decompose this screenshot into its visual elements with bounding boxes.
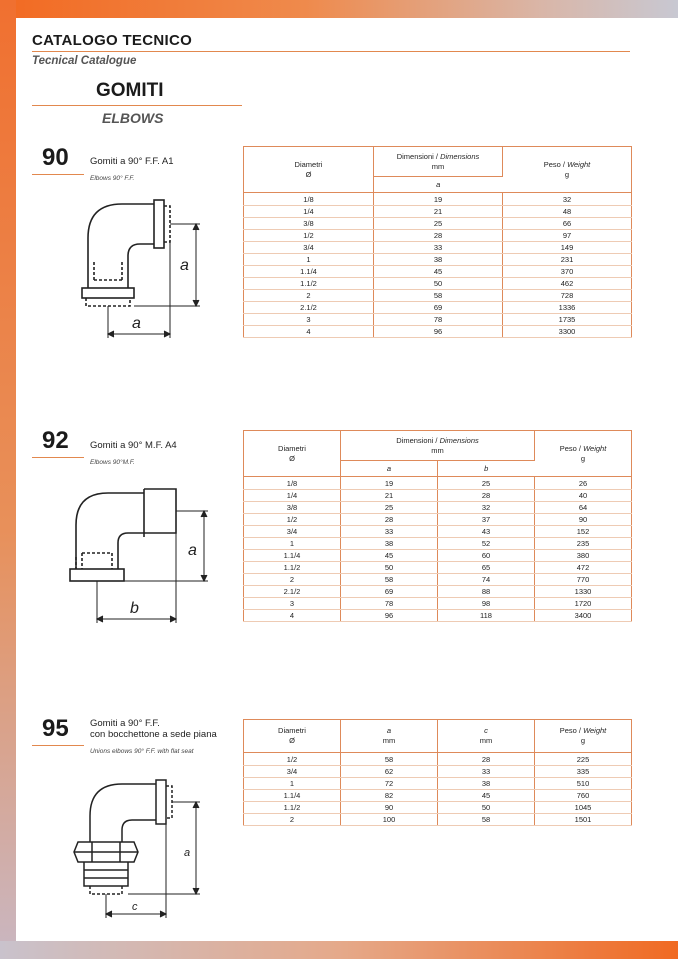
table-cell: 25 bbox=[374, 218, 503, 230]
table-cell: 50 bbox=[341, 562, 438, 574]
col-header-weight bbox=[503, 147, 632, 193]
section-divider bbox=[32, 105, 242, 106]
table-row bbox=[244, 526, 632, 538]
weight-unit: g bbox=[564, 169, 570, 179]
diameter-label: Diametri bbox=[278, 726, 306, 735]
diameter-symbol: Ø bbox=[289, 453, 295, 463]
table-cell: 19 bbox=[374, 193, 503, 206]
table-cell: 28 bbox=[374, 230, 503, 242]
table-cell: 3400 bbox=[535, 610, 632, 622]
table-cell: 1501 bbox=[535, 814, 632, 826]
catalogue-subtitle: Tecnical Catalogue bbox=[32, 55, 137, 67]
table-cell: 25 bbox=[438, 477, 535, 490]
table-row bbox=[244, 562, 632, 574]
col-header-dimensions bbox=[341, 431, 535, 461]
diameter-label: Diametri bbox=[294, 159, 323, 169]
frame-left-band bbox=[0, 0, 16, 959]
table-cell: 760 bbox=[535, 790, 632, 802]
table-cell: 3/8 bbox=[244, 218, 374, 230]
diameter-symbol: Ø bbox=[289, 736, 295, 745]
table-row bbox=[244, 477, 632, 490]
table-row bbox=[244, 290, 632, 302]
dimensions-label-en: Dimensions bbox=[440, 151, 480, 161]
table-cell: 1/4 bbox=[244, 206, 374, 218]
table-cell: 472 bbox=[535, 562, 632, 574]
table-cell: 21 bbox=[341, 490, 438, 502]
table-cell: 1.1/2 bbox=[244, 802, 341, 814]
dimensions-label: Dimensioni / bbox=[396, 435, 440, 445]
table-row bbox=[244, 550, 632, 562]
table-cell: 1336 bbox=[503, 302, 632, 314]
table-cell: 370 bbox=[503, 266, 632, 278]
product-name-92: Gomiti a 90° M.F. A4 bbox=[90, 440, 177, 451]
table-cell: 21 bbox=[374, 206, 503, 218]
table-cell: 32 bbox=[438, 502, 535, 514]
weight-label-en: Weight bbox=[583, 726, 607, 735]
table-cell: 28 bbox=[341, 514, 438, 526]
col-header-a bbox=[341, 720, 438, 753]
table-row bbox=[244, 814, 632, 826]
table-row bbox=[244, 538, 632, 550]
table-cell: 1045 bbox=[535, 802, 632, 814]
table-row bbox=[244, 802, 632, 814]
col-header-diameter bbox=[244, 720, 341, 753]
table-row bbox=[244, 790, 632, 802]
table-row bbox=[244, 206, 632, 218]
product-code-90: 90 bbox=[42, 144, 69, 171]
table-body-95 bbox=[244, 753, 632, 826]
table-cell: 1.1/2 bbox=[244, 278, 374, 290]
dimension-label-a-horizontal: a bbox=[132, 315, 141, 332]
table-cell: 45 bbox=[341, 550, 438, 562]
table-cell: 1/2 bbox=[244, 514, 341, 526]
dimensions-unit: mm bbox=[431, 161, 445, 171]
table-row bbox=[244, 242, 632, 254]
table-cell: 58 bbox=[341, 574, 438, 586]
table-cell: 82 bbox=[341, 790, 438, 802]
dimensions-table-95 bbox=[243, 719, 632, 826]
table-cell: 510 bbox=[535, 778, 632, 790]
table-cell: 462 bbox=[503, 278, 632, 290]
table-cell: 98 bbox=[438, 598, 535, 610]
table-row bbox=[244, 230, 632, 242]
weight-label: Peso / bbox=[559, 726, 584, 735]
table-cell: 28 bbox=[438, 753, 535, 766]
table-cell: 33 bbox=[341, 526, 438, 538]
product-code-divider bbox=[32, 745, 84, 746]
elbow-95-drawing bbox=[68, 768, 208, 918]
table-cell: 1720 bbox=[535, 598, 632, 610]
table-cell: 25 bbox=[341, 502, 438, 514]
table-cell: 335 bbox=[535, 766, 632, 778]
table-cell: 88 bbox=[438, 586, 535, 598]
table-cell: 65 bbox=[438, 562, 535, 574]
table-cell: 728 bbox=[503, 290, 632, 302]
col-header-diameter bbox=[244, 431, 341, 477]
table-row bbox=[244, 502, 632, 514]
col-header-c bbox=[438, 720, 535, 753]
table-cell: 380 bbox=[535, 550, 632, 562]
table-cell: 50 bbox=[374, 278, 503, 290]
table-cell: 1/2 bbox=[244, 230, 374, 242]
product-name-95-line2: con bocchettone a sede piana bbox=[90, 729, 217, 740]
header-divider bbox=[32, 51, 630, 52]
table-cell: 38 bbox=[438, 778, 535, 790]
dimension-label-a: a bbox=[184, 847, 191, 859]
elbow-90-drawing bbox=[70, 188, 210, 338]
col-header-weight bbox=[535, 720, 632, 753]
table-cell: 3300 bbox=[503, 326, 632, 338]
product-code-95: 95 bbox=[42, 715, 69, 742]
dimensions-table-90 bbox=[243, 146, 632, 338]
col-header-a: a bbox=[436, 179, 441, 189]
table-cell: 43 bbox=[438, 526, 535, 538]
dimensions-label-en: Dimensions bbox=[439, 435, 479, 445]
diameter-symbol: Ø bbox=[305, 169, 312, 179]
table-cell: 62 bbox=[341, 766, 438, 778]
catalogue-title: CATALOGO TECNICO bbox=[32, 32, 193, 49]
product-code-92: 92 bbox=[42, 427, 69, 454]
col-header-c-unit: mm bbox=[479, 736, 493, 745]
table-row bbox=[244, 254, 632, 266]
weight-label: Peso / bbox=[559, 443, 584, 453]
table-row bbox=[244, 314, 632, 326]
weight-label-en: Weight bbox=[583, 443, 607, 453]
table-cell: 1 bbox=[244, 538, 341, 550]
table-cell: 78 bbox=[341, 598, 438, 610]
table-cell: 2 bbox=[244, 574, 341, 586]
frame-bottom-band bbox=[0, 941, 678, 959]
table-cell: 118 bbox=[438, 610, 535, 622]
col-header-diameter bbox=[244, 147, 374, 193]
catalogue-page bbox=[16, 18, 678, 941]
table-row bbox=[244, 302, 632, 314]
table-cell: 33 bbox=[374, 242, 503, 254]
table-cell: 45 bbox=[438, 790, 535, 802]
table-cell: 40 bbox=[535, 490, 632, 502]
weight-unit: g bbox=[580, 736, 586, 745]
table-cell: 48 bbox=[503, 206, 632, 218]
table-cell: 225 bbox=[535, 753, 632, 766]
table-cell: 90 bbox=[535, 514, 632, 526]
col-header-dimensions bbox=[374, 147, 503, 177]
table-row bbox=[244, 514, 632, 526]
table-cell: 38 bbox=[374, 254, 503, 266]
table-cell: 32 bbox=[503, 193, 632, 206]
table-row bbox=[244, 778, 632, 790]
product-code-divider bbox=[32, 174, 84, 175]
table-row bbox=[244, 766, 632, 778]
table-cell: 4 bbox=[244, 326, 374, 338]
table-cell: 235 bbox=[535, 538, 632, 550]
table-body-90 bbox=[244, 193, 632, 338]
table-cell: 72 bbox=[341, 778, 438, 790]
table-cell: 149 bbox=[503, 242, 632, 254]
table-cell: 1735 bbox=[503, 314, 632, 326]
table-cell: 3/4 bbox=[244, 766, 341, 778]
col-header-weight bbox=[535, 431, 632, 477]
weight-unit: g bbox=[580, 453, 586, 463]
table-cell: 52 bbox=[438, 538, 535, 550]
table-cell: 1/8 bbox=[244, 193, 374, 206]
table-cell: 78 bbox=[374, 314, 503, 326]
elbow-92-drawing bbox=[64, 473, 214, 623]
table-cell: 74 bbox=[438, 574, 535, 586]
col-header-b: b bbox=[484, 463, 489, 473]
table-cell: 58 bbox=[438, 814, 535, 826]
table-row bbox=[244, 326, 632, 338]
table-row bbox=[244, 586, 632, 598]
table-cell: 2.1/2 bbox=[244, 586, 341, 598]
table-cell: 58 bbox=[341, 753, 438, 766]
product-name-95-line1: Gomiti a 90° F.F. bbox=[90, 718, 160, 729]
table-cell: 28 bbox=[438, 490, 535, 502]
dimension-label-a: a bbox=[188, 542, 197, 559]
dimension-label-b: b bbox=[130, 600, 139, 617]
table-cell: 4 bbox=[244, 610, 341, 622]
dimension-label-a-vertical: a bbox=[180, 257, 189, 274]
table-cell: 69 bbox=[341, 586, 438, 598]
table-cell: 2.1/2 bbox=[244, 302, 374, 314]
product-name-95 bbox=[90, 718, 217, 740]
table-row bbox=[244, 278, 632, 290]
col-header-c-letter: c bbox=[484, 726, 488, 735]
table-cell: 1/8 bbox=[244, 477, 341, 490]
product-code-divider bbox=[32, 457, 84, 458]
table-cell: 97 bbox=[503, 230, 632, 242]
table-cell: 152 bbox=[535, 526, 632, 538]
table-cell: 1.1/4 bbox=[244, 790, 341, 802]
table-cell: 19 bbox=[341, 477, 438, 490]
product-name-en-92: Elbows 90°M.F. bbox=[90, 459, 135, 466]
table-row bbox=[244, 598, 632, 610]
table-cell: 38 bbox=[341, 538, 438, 550]
table-cell: 3/4 bbox=[244, 526, 341, 538]
table-cell: 96 bbox=[374, 326, 503, 338]
table-cell: 2 bbox=[244, 290, 374, 302]
table-cell: 1.1/2 bbox=[244, 562, 341, 574]
table-cell: 66 bbox=[503, 218, 632, 230]
table-cell: 69 bbox=[374, 302, 503, 314]
table-cell: 1 bbox=[244, 254, 374, 266]
table-cell: 60 bbox=[438, 550, 535, 562]
table-body-92 bbox=[244, 477, 632, 622]
product-name-90: Gomiti a 90° F.F. A1 bbox=[90, 156, 174, 167]
diameter-label: Diametri bbox=[278, 443, 306, 453]
weight-label-en: Weight bbox=[567, 159, 591, 169]
section-title: GOMITI bbox=[96, 80, 164, 101]
product-name-en-90: Elbows 90° F.F. bbox=[90, 175, 135, 182]
table-cell: 26 bbox=[535, 477, 632, 490]
table-cell: 1/2 bbox=[244, 753, 341, 766]
table-row bbox=[244, 266, 632, 278]
table-cell: 33 bbox=[438, 766, 535, 778]
col-header-a-letter: a bbox=[386, 726, 392, 735]
table-cell: 64 bbox=[535, 502, 632, 514]
table-cell: 3 bbox=[244, 314, 374, 326]
col-header-a: a bbox=[386, 463, 392, 473]
table-row bbox=[244, 193, 632, 206]
table-cell: 1.1/4 bbox=[244, 266, 374, 278]
table-cell: 770 bbox=[535, 574, 632, 586]
table-cell: 90 bbox=[341, 802, 438, 814]
table-row bbox=[244, 753, 632, 766]
table-cell: 1.1/4 bbox=[244, 550, 341, 562]
table-cell: 3/8 bbox=[244, 502, 341, 514]
table-cell: 100 bbox=[341, 814, 438, 826]
table-cell: 3 bbox=[244, 598, 341, 610]
dimensions-table-92 bbox=[243, 430, 632, 622]
dimensions-label: Dimensioni / bbox=[396, 151, 441, 161]
table-cell: 231 bbox=[503, 254, 632, 266]
table-cell: 2 bbox=[244, 814, 341, 826]
table-cell: 3/4 bbox=[244, 242, 374, 254]
table-cell: 37 bbox=[438, 514, 535, 526]
frame-top-band bbox=[0, 0, 678, 18]
table-cell: 96 bbox=[341, 610, 438, 622]
col-header-a-unit: mm bbox=[382, 736, 396, 745]
table-row bbox=[244, 218, 632, 230]
table-cell: 1 bbox=[244, 778, 341, 790]
dimension-label-c: c bbox=[132, 901, 138, 913]
table-cell: 1/4 bbox=[244, 490, 341, 502]
dimensions-unit: mm bbox=[431, 445, 444, 455]
product-name-en-95: Unions elbows 90° F.F. with flat seat bbox=[90, 748, 194, 755]
table-cell: 58 bbox=[374, 290, 503, 302]
table-cell: 50 bbox=[438, 802, 535, 814]
table-row bbox=[244, 610, 632, 622]
table-cell: 45 bbox=[374, 266, 503, 278]
section-subtitle: ELBOWS bbox=[102, 110, 164, 126]
table-row bbox=[244, 574, 632, 586]
weight-label: Peso / bbox=[543, 159, 568, 169]
table-row bbox=[244, 490, 632, 502]
table-cell: 1330 bbox=[535, 586, 632, 598]
